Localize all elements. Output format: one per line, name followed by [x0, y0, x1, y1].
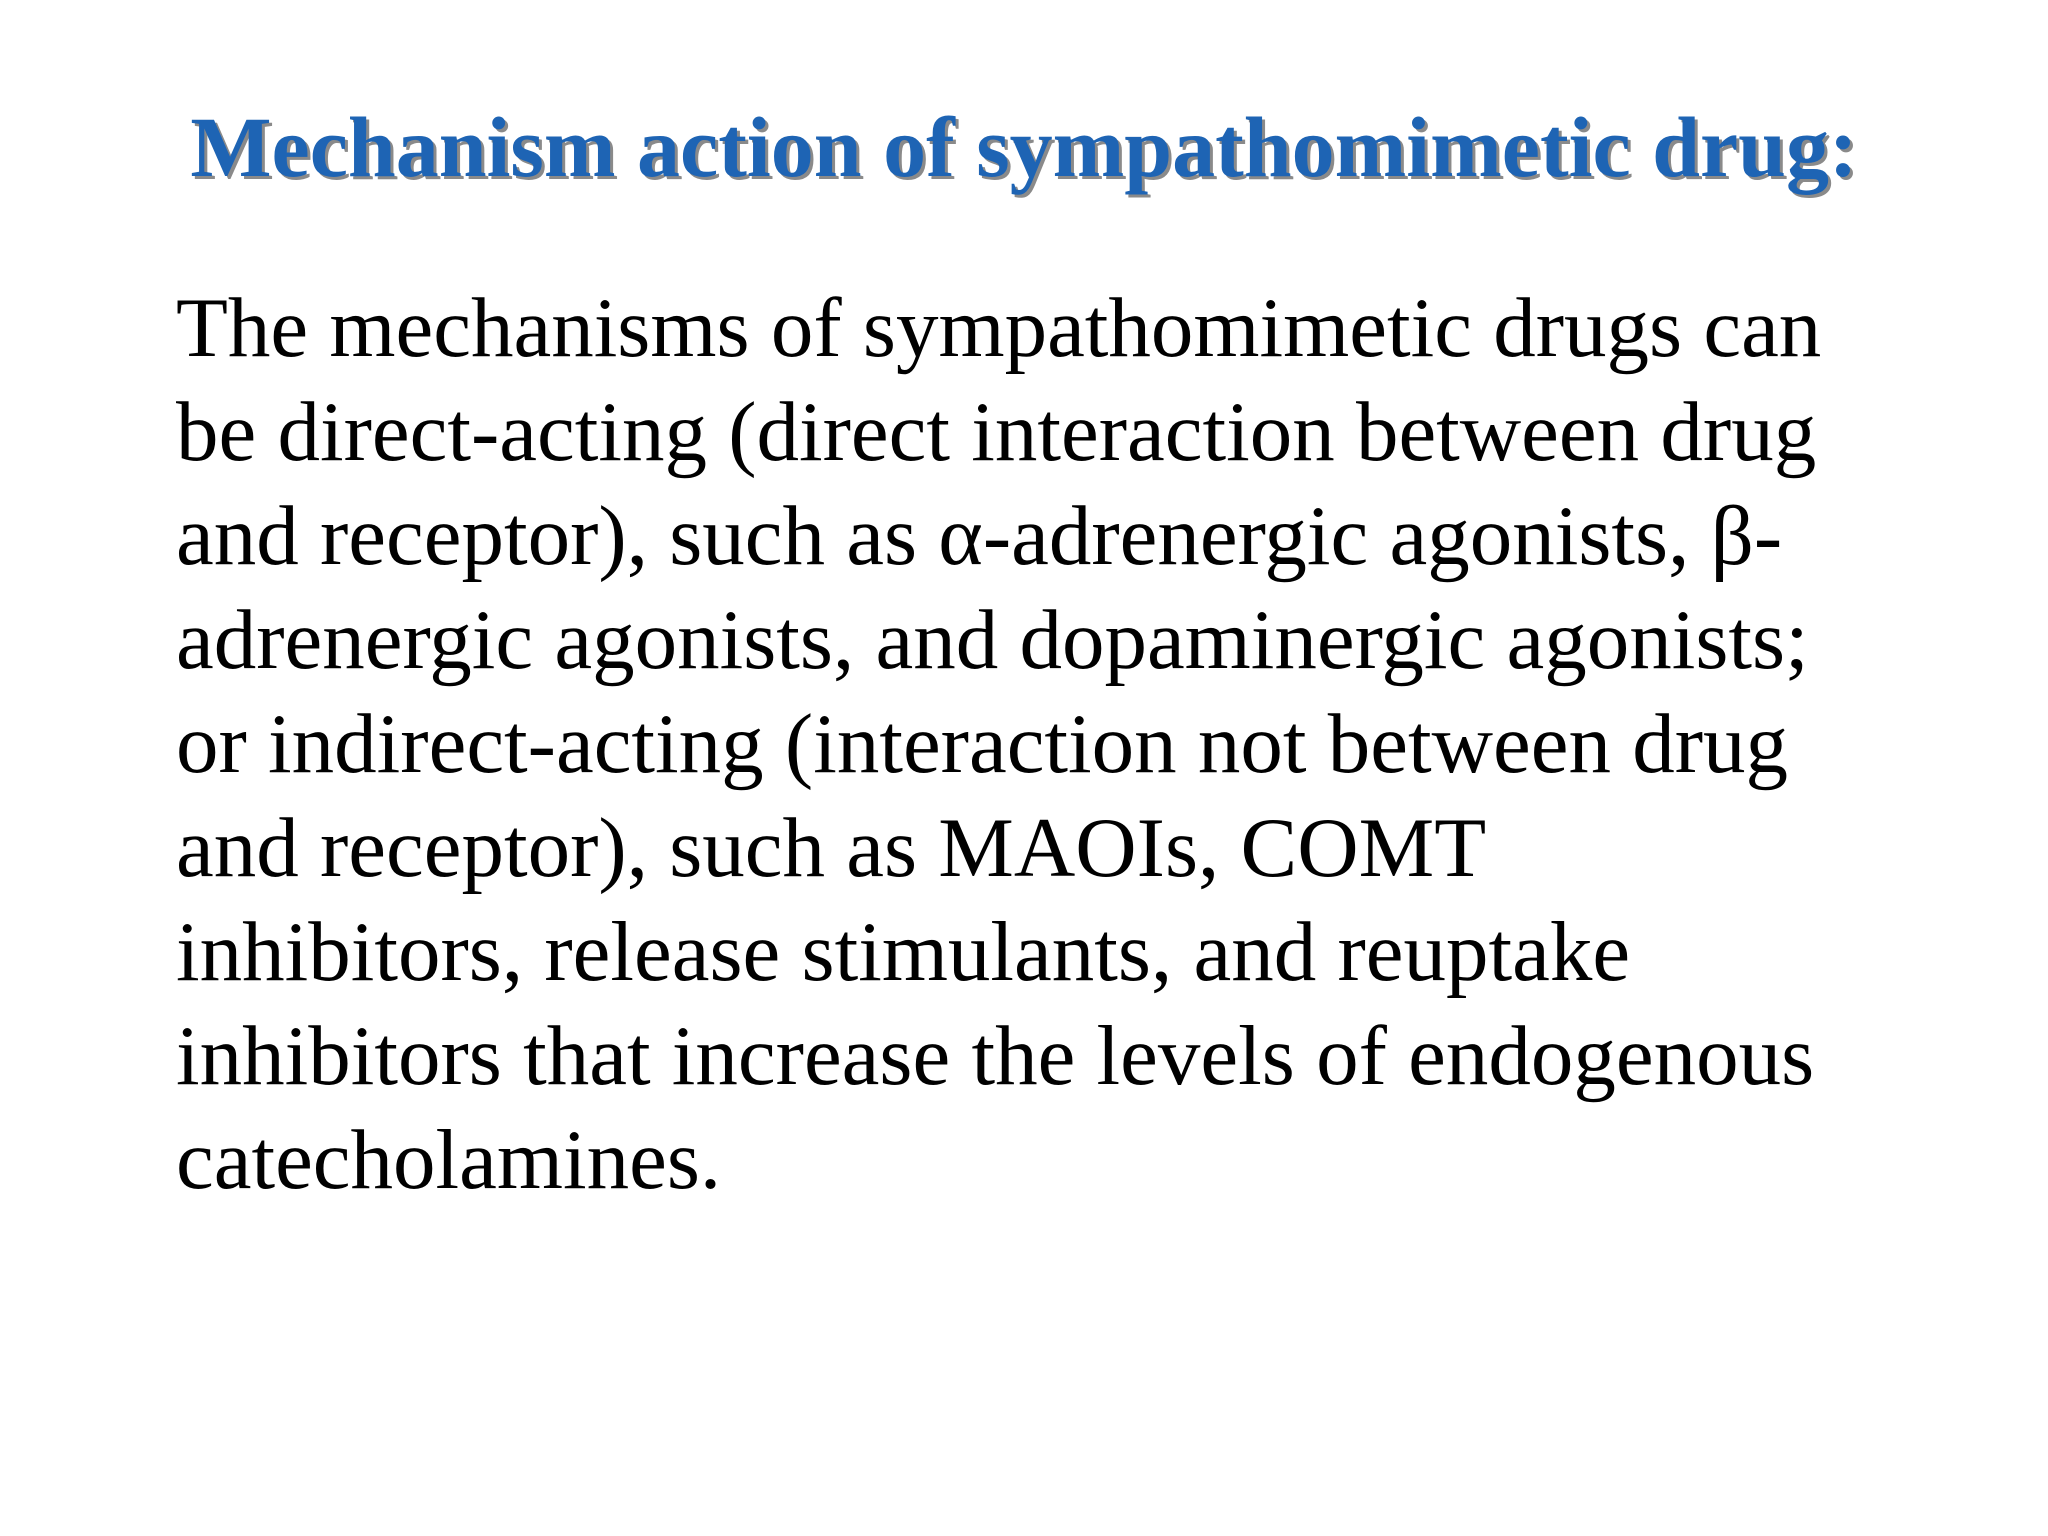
body-line: inhibitors, release stimulants, and reuptake: [176, 905, 1631, 999]
slide-title: Mechanism action of sympathomimetic drug:: [190, 99, 1858, 195]
body-line: adrenergic agonists, and dopaminergic agonists;: [176, 593, 1809, 687]
body-line: inhibitors that increase the levels of endogenous: [176, 1009, 1815, 1103]
body-line: catecholamines.: [176, 1113, 722, 1207]
body-line: and receptor), such as α-adrenergic agonists, β-: [176, 489, 1783, 583]
body-line: and receptor), such as MAOIs, COMT: [176, 801, 1487, 895]
body-line: be direct-acting (direct interaction between drug: [176, 385, 1817, 479]
slide-body-text: [176, 276, 1876, 1212]
body-line: The mechanisms of sympathomimetic drugs can: [176, 281, 1822, 375]
body-line: or indirect-acting (interaction not between drug: [176, 697, 1789, 791]
